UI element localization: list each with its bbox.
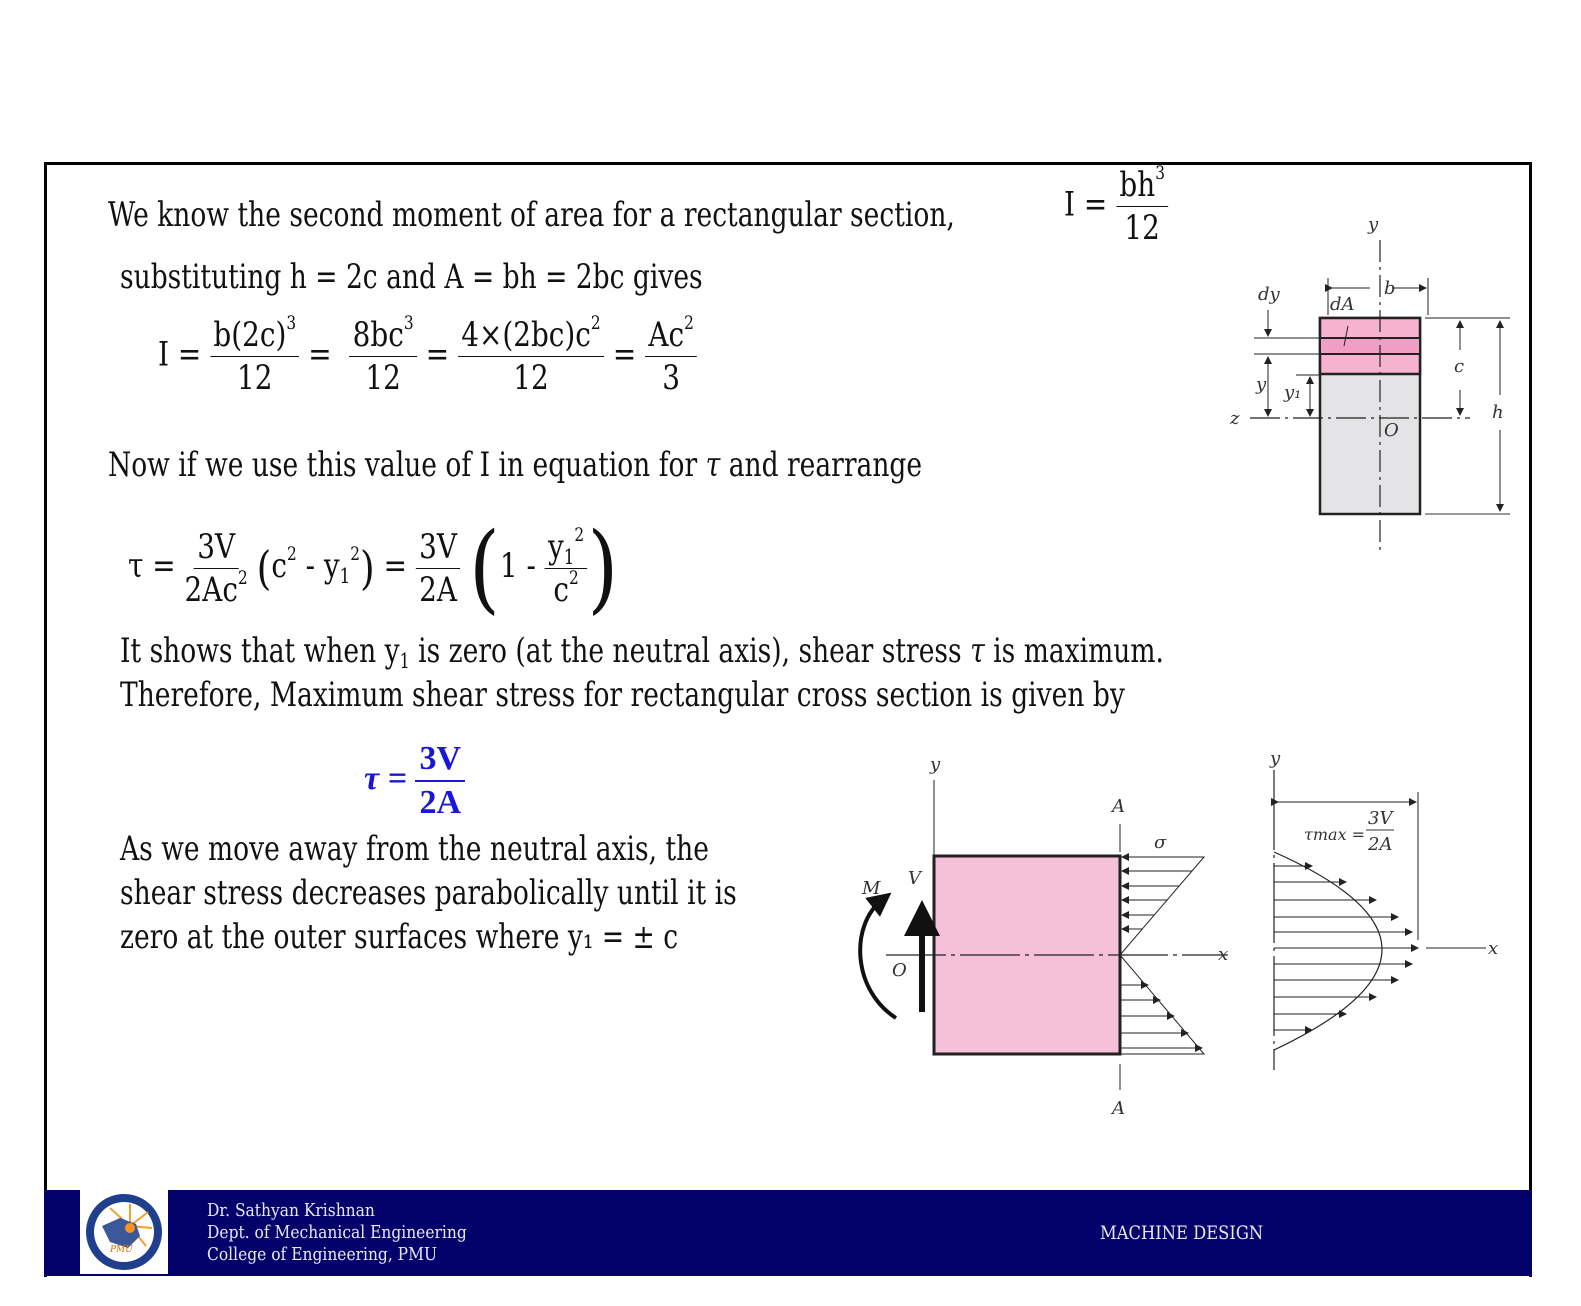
eq-lhs: I = <box>158 334 202 375</box>
exponent: 3 <box>1155 163 1165 185</box>
one-minus: 1 - <box>499 546 536 586</box>
svg-text:y₁: y₁ <box>1284 382 1302 403</box>
therefore-text: Therefore, Maximum shear stress for rectangular cross section is given by <box>120 675 1125 715</box>
svg-text:c: c <box>1454 356 1465 377</box>
denominator: 2Ac <box>184 569 239 610</box>
neutral-axis-text <box>120 631 1164 674</box>
intro-text: We know the second moment of area for a rectangular section, <box>108 195 955 235</box>
subscript: 1 <box>339 564 351 589</box>
author-name: Dr. Sathyan Krishnan <box>207 1200 375 1221</box>
exponent: 2 <box>238 567 248 589</box>
svg-text:y: y <box>1270 748 1281 769</box>
eq-lhs: I = <box>1064 184 1108 225</box>
exponent: 2 <box>684 313 694 335</box>
denominator: 3 <box>662 358 680 398</box>
c: c <box>553 569 570 610</box>
exponent: 2 <box>350 544 361 566</box>
svg-text:y: y <box>1368 214 1379 235</box>
svg-text:z: z <box>1230 408 1240 429</box>
fraction-3V-2A <box>416 526 460 610</box>
svg-text:2A: 2A <box>1368 834 1393 855</box>
equation-tau <box>128 512 619 624</box>
paragraph-line-1: As we move away from the neutral axis, the <box>120 829 709 869</box>
author-info <box>207 1200 467 1266</box>
svg-text:σ: σ <box>1154 832 1167 853</box>
svg-text:O: O <box>892 960 907 981</box>
fraction-3 <box>458 313 604 398</box>
tau-symbol: τ <box>705 445 721 485</box>
svg-text:A: A <box>1112 1098 1125 1119</box>
paragraph-line-3: zero at the outer surfaces where y₁ = ± c <box>120 917 679 957</box>
shear-distribution-diagram <box>1240 740 1520 1080</box>
svg-text:V: V <box>908 868 921 889</box>
fraction-4 <box>645 313 697 398</box>
numerator: 3V <box>194 530 238 569</box>
tau-symbol: τ <box>970 631 985 671</box>
exponent: 2 <box>286 544 297 566</box>
exponent: 2 <box>590 313 601 335</box>
denominator: 12 <box>365 358 401 398</box>
paren-open: ( <box>469 512 500 624</box>
rectangular-section-diagram <box>1220 200 1520 560</box>
numerator: 8bc <box>352 315 404 355</box>
fraction-3V-2Ac2 <box>184 526 248 610</box>
text: and rearrange <box>728 445 923 485</box>
subscript: 1 <box>563 544 575 569</box>
exponent: 2 <box>574 524 585 546</box>
svg-text:h: h <box>1492 402 1504 423</box>
paren-close: ) <box>360 541 375 595</box>
logo-emblem-icon <box>80 1190 168 1274</box>
svg-text:dA: dA <box>1330 294 1355 315</box>
footer-bar <box>44 1190 1532 1276</box>
paragraph-line-2: shear stress decreases parabolically until it is <box>120 873 737 913</box>
fraction <box>415 742 465 820</box>
svg-text:x: x <box>1218 944 1229 965</box>
course-title: MACHINE DESIGN <box>1100 1222 1264 1244</box>
svg-text:M: M <box>862 878 881 899</box>
svg-text:O: O <box>1384 420 1399 441</box>
exponent: 2 <box>569 567 579 589</box>
numerator: 4×(2bc)c <box>461 315 591 355</box>
department: Dept. of Mechanical Engineering <box>207 1222 467 1243</box>
college: College of Engineering, PMU <box>207 1244 437 1265</box>
numerator: Ac <box>648 315 685 355</box>
text: is maximum. <box>984 631 1164 671</box>
svg-text:b: b <box>1384 278 1396 299</box>
exponent: 3 <box>286 313 297 335</box>
svg-text:x: x <box>1488 938 1499 959</box>
max-shear-equation <box>364 742 465 820</box>
equation-I <box>1064 163 1168 248</box>
y: y <box>548 526 564 567</box>
fraction <box>1116 163 1168 248</box>
svg-text:τmax =: τmax = <box>1304 825 1366 844</box>
svg-text:y: y <box>1256 374 1267 395</box>
rearrange-text <box>108 445 923 485</box>
fraction-2 <box>349 313 417 398</box>
eq-lhs: τ = <box>128 546 176 586</box>
subscript: 1 <box>399 649 410 674</box>
substitution-text: substituting h = 2c and A = bh = 2bc gives <box>120 257 703 297</box>
svg-text:y: y <box>930 754 941 775</box>
fraction-y1-c <box>545 524 588 610</box>
exponent: 3 <box>403 313 414 335</box>
equals: = <box>383 546 407 586</box>
svg-text:PMU: PMU <box>110 1245 133 1255</box>
equals: = <box>308 334 332 375</box>
equals: = <box>612 334 637 375</box>
denominator: 12 <box>1124 208 1160 248</box>
numerator: bh <box>1119 165 1156 205</box>
numerator: 3V <box>415 742 465 782</box>
text: is zero (at the neutral axis), shear stress <box>409 631 962 671</box>
svg-text:A: A <box>1112 796 1125 817</box>
minus-y: - y <box>296 546 340 586</box>
numerator: b(2c) <box>213 315 287 355</box>
bending-stress-diagram <box>830 740 1230 1120</box>
fraction-1 <box>210 313 299 398</box>
svg-text:3V: 3V <box>1368 808 1393 829</box>
denominator: 12 <box>513 358 549 398</box>
text: Now if we use this value of I in equation for <box>108 445 698 485</box>
c: c <box>271 546 287 586</box>
equals: = <box>425 334 450 375</box>
denominator: 2A <box>419 784 462 821</box>
denominator: 2A <box>419 569 457 610</box>
eq-lhs: τ = <box>364 759 407 797</box>
denominator: 12 <box>237 358 273 398</box>
university-logo <box>80 1190 168 1274</box>
paren-open: ( <box>256 541 272 595</box>
numerator: 3V <box>416 530 460 569</box>
equation-I-chain <box>158 313 697 398</box>
svg-text:dy: dy <box>1258 284 1280 305</box>
text: It shows that when y <box>120 631 400 671</box>
paren-close: ) <box>587 512 619 624</box>
